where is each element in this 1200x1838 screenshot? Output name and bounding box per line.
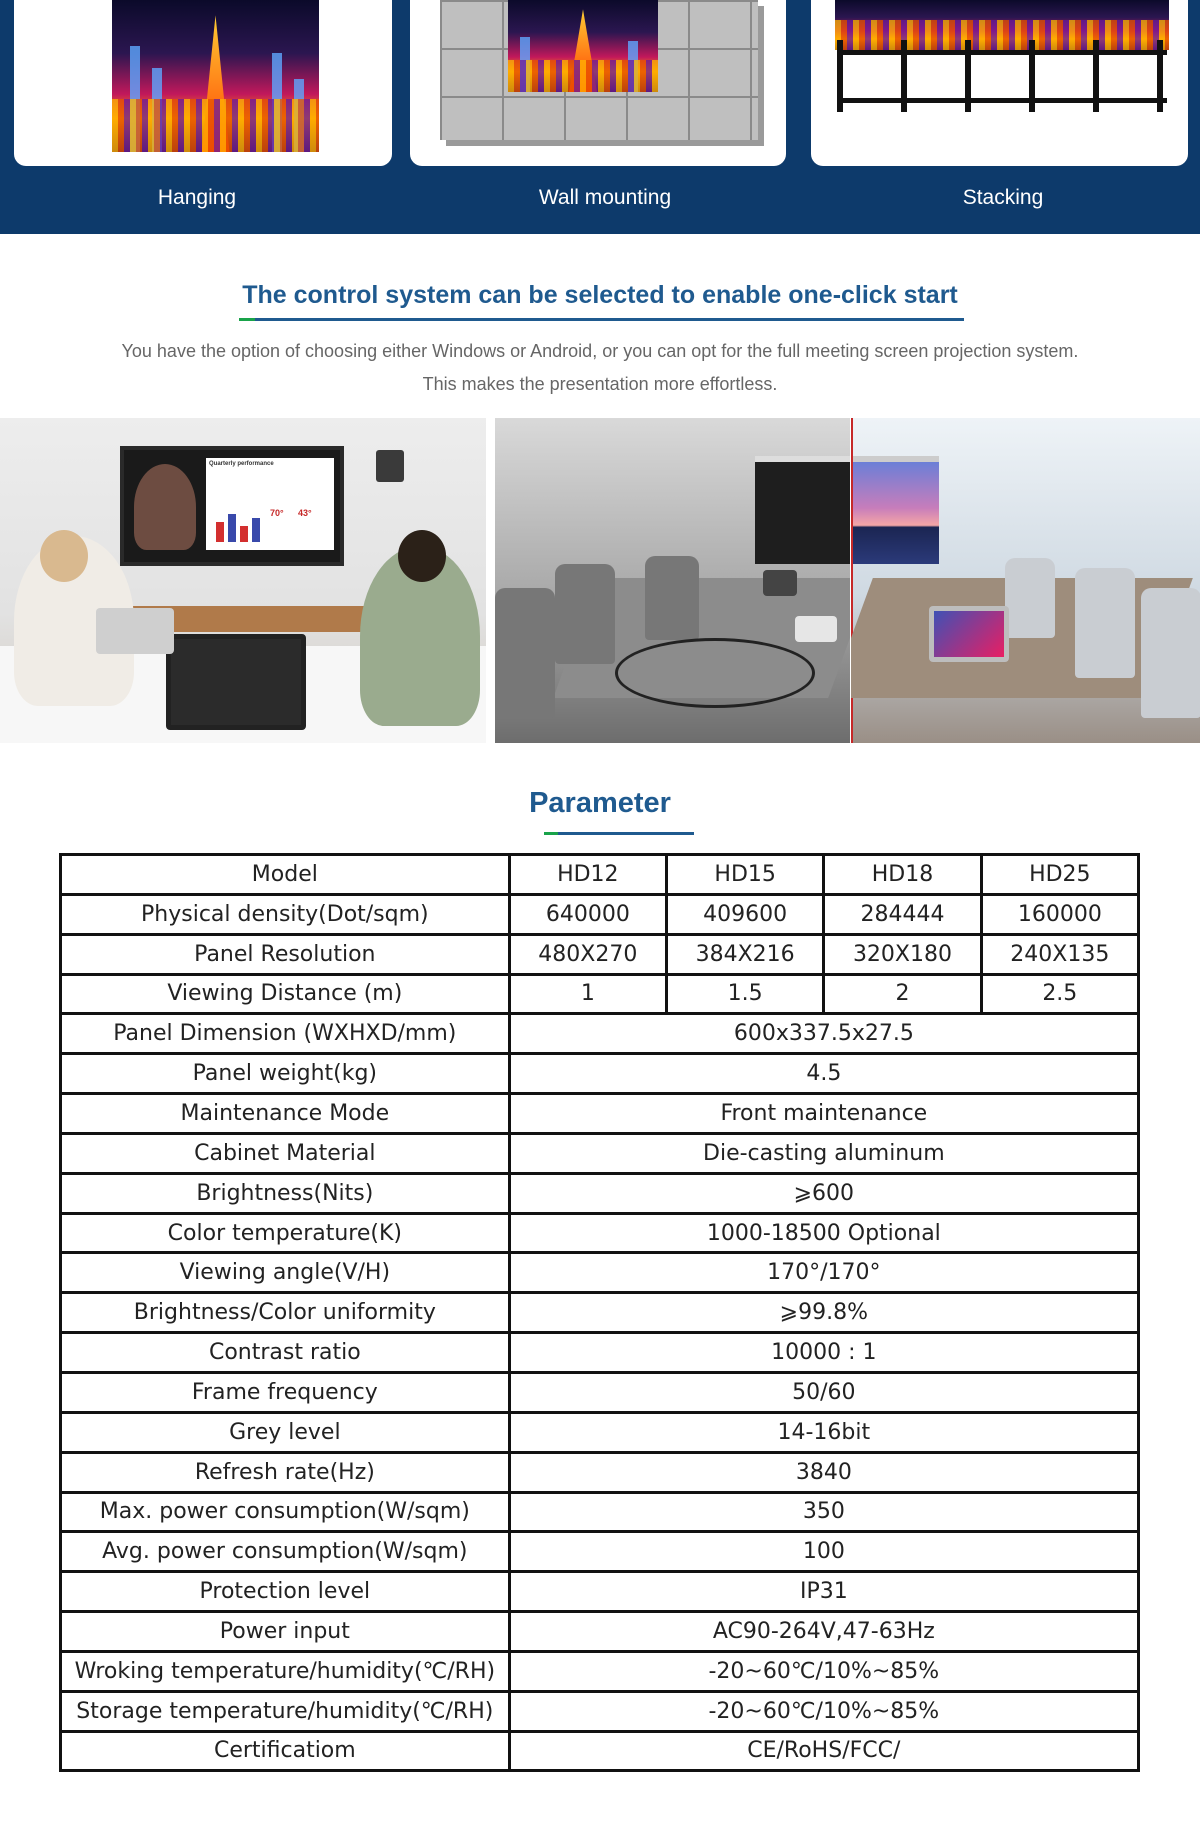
installation-methods-band — [0, 0, 1200, 234]
row-value: 100 — [509, 1532, 1138, 1572]
row-label: Avg. power consumption(W/sqm) — [61, 1532, 510, 1572]
control-description-line-2: This makes the presentation more effortless. — [422, 374, 778, 394]
table-row — [61, 1253, 1139, 1293]
row-value: 480X270 — [509, 934, 666, 974]
table-row — [61, 1691, 1139, 1731]
install-label-stacking: Stacking — [962, 186, 1044, 209]
row-label: Panel Dimension (WXHXD/mm) — [61, 1014, 510, 1054]
tv-slide-stat-1: 70° — [270, 508, 284, 518]
conference-laptop — [929, 606, 1009, 662]
row-label: Power input — [61, 1612, 510, 1652]
header-model-hd18: HD18 — [824, 855, 981, 895]
row-value: AC90-264V,47-63Hz — [509, 1612, 1138, 1652]
hanging-card — [14, 0, 392, 166]
row-value: CE/RoHS/FCC/ — [509, 1731, 1138, 1771]
table-row — [61, 894, 1139, 934]
row-value: 409600 — [666, 894, 823, 934]
row-label: Refresh rate(Hz) — [61, 1452, 510, 1492]
row-label: Brightness/Color uniformity — [61, 1293, 510, 1333]
row-label: Maintenance Mode — [61, 1094, 510, 1134]
tv-slide-heading: Quarterly performance — [209, 461, 274, 467]
row-label: Panel Resolution — [61, 934, 510, 974]
presentation-laptop — [166, 634, 306, 730]
meeting-room-photo — [0, 418, 486, 743]
row-value: 2.5 — [981, 974, 1138, 1014]
row-label: Protection level — [61, 1572, 510, 1612]
projector-room-photo — [495, 418, 850, 743]
row-value: 4.5 — [509, 1054, 1138, 1094]
table-row — [61, 1133, 1139, 1173]
table-row — [61, 1213, 1139, 1253]
header-model-hd12: HD12 — [509, 855, 666, 895]
table-row — [61, 1293, 1139, 1333]
row-value: 600x337.5x27.5 — [509, 1014, 1138, 1054]
control-description-line-1: You have the option of choosing either Windows or Android, or you can opt for the full meeting screen projection system. — [121, 341, 1079, 361]
tv-slide-stat-2: 43° — [298, 508, 312, 518]
wall-mounting-card — [410, 0, 786, 166]
row-value: 350 — [509, 1492, 1138, 1532]
row-value: 1.5 — [666, 974, 823, 1014]
row-label: Color temperature(K) — [61, 1213, 510, 1253]
row-value: 2 — [824, 974, 981, 1014]
row-value: 284444 — [824, 894, 981, 934]
table-header-row — [61, 855, 1139, 895]
row-value: ⩾600 — [509, 1173, 1138, 1213]
parameter-title-underline — [544, 832, 694, 835]
row-label: Viewing Distance (m) — [61, 974, 510, 1014]
install-label-wall-mounting: Wall mounting — [538, 186, 672, 209]
row-label: Panel weight(kg) — [61, 1054, 510, 1094]
install-label-hanging: Hanging — [157, 186, 237, 209]
row-value: 384X216 — [666, 934, 823, 974]
table-row — [61, 1612, 1139, 1652]
row-label: Certificatiom — [61, 1731, 510, 1771]
row-value: 50/60 — [509, 1372, 1138, 1412]
table-row — [61, 1412, 1139, 1452]
row-label: Viewing angle(V/H) — [61, 1253, 510, 1293]
row-value: 3840 — [509, 1452, 1138, 1492]
row-value: -20~60℃/10%~85% — [509, 1651, 1138, 1691]
row-label: Contrast ratio — [61, 1333, 510, 1373]
table-row — [61, 934, 1139, 974]
table-row — [61, 1014, 1139, 1054]
table-row — [61, 1492, 1139, 1532]
row-value: 1000-18500 Optional — [509, 1213, 1138, 1253]
table-row — [61, 1372, 1139, 1412]
row-label: Frame frequency — [61, 1372, 510, 1412]
wall-mounted-screen-image — [508, 0, 658, 92]
row-label: Brightness(Nits) — [61, 1173, 510, 1213]
parameter-table — [59, 853, 1140, 1772]
header-model-hd25: HD25 — [981, 855, 1138, 895]
hanging-screen-image — [112, 0, 319, 152]
row-value: 10000 : 1 — [509, 1333, 1138, 1373]
row-label: Wroking temperature/humidity(℃/RH) — [61, 1651, 510, 1691]
table-row — [61, 1651, 1139, 1691]
table-row — [61, 1572, 1139, 1612]
stacking-card — [811, 0, 1188, 166]
row-value: Front maintenance — [509, 1094, 1138, 1134]
row-label: Cabinet Material — [61, 1133, 510, 1173]
row-value: 240X135 — [981, 934, 1138, 974]
row-value: -20~60℃/10%~85% — [509, 1691, 1138, 1731]
table-row — [61, 1094, 1139, 1134]
row-value: 170°/170° — [509, 1253, 1138, 1293]
row-label: Storage temperature/humidity(℃/RH) — [61, 1691, 510, 1731]
table-row — [61, 1173, 1139, 1213]
table-row — [61, 1532, 1139, 1572]
row-label: Physical density(Dot/sqm) — [61, 894, 510, 934]
led-display — [853, 456, 939, 564]
control-system-title: The control system can be selected to enable one-click start — [242, 281, 958, 309]
header-model-label: Model — [61, 855, 510, 895]
row-value: IP31 — [509, 1572, 1138, 1612]
control-title-underline — [239, 318, 964, 321]
stacking-frame — [837, 40, 1167, 110]
tv-slide — [206, 458, 334, 550]
table-row — [61, 1054, 1139, 1094]
row-label: Grey level — [61, 1412, 510, 1452]
table-row — [61, 1452, 1139, 1492]
header-model-hd15: HD15 — [666, 855, 823, 895]
row-value: ⩾99.8% — [509, 1293, 1138, 1333]
row-value: 320X180 — [824, 934, 981, 974]
meeting-tv — [120, 446, 344, 566]
table-row — [61, 1731, 1139, 1771]
row-value: 1 — [509, 974, 666, 1014]
parameter-title: Parameter — [529, 787, 671, 819]
table-row — [61, 1333, 1139, 1373]
row-label: Max. power consumption(W/sqm) — [61, 1492, 510, 1532]
row-value: 14-16bit — [509, 1412, 1138, 1452]
led-display-room-photo — [851, 418, 1200, 743]
row-value: 160000 — [981, 894, 1138, 934]
row-value: 640000 — [509, 894, 666, 934]
table-row — [61, 974, 1139, 1014]
row-value: Die-casting aluminum — [509, 1133, 1138, 1173]
